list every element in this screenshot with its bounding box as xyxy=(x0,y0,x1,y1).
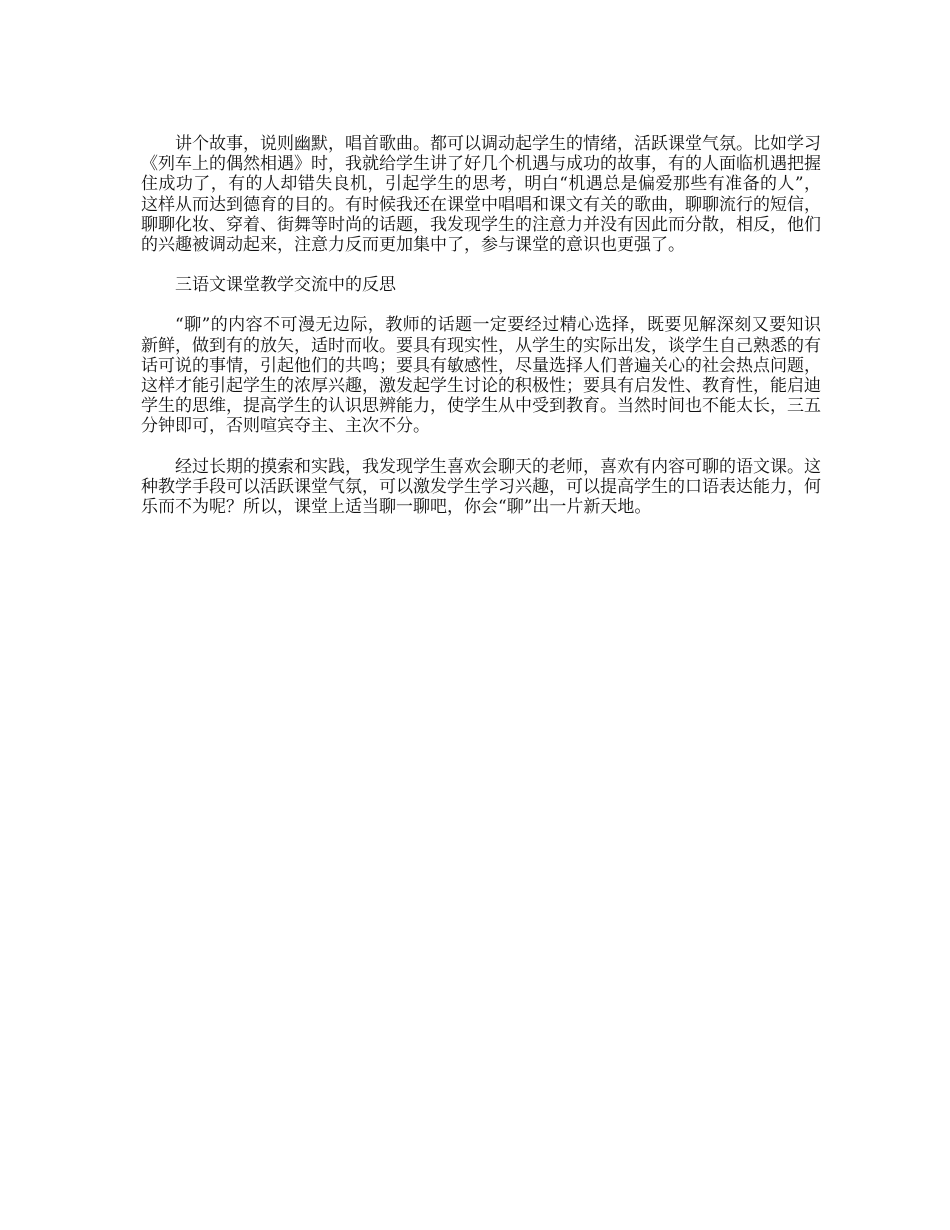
paragraph-storytelling: 讲个故事，说则幽默，唱首歌曲。都可以调动起学生的情绪，活跃课堂气氛。比如学习《列车上的偶然相遇》时，我就给学生讲了好几个机遇与成功的故事，有的人面临机遇把握住成功了，有的人却错失良机，引起学生的思考，明白“机遇总是偏爱那些有准备的人”，这样从而达到德育的目的。有时候我还在课堂中唱唱和课文有关的歌曲，聊聊流行的短信，聊聊化妆、穿着、街舞等时尚的话题，我发现学生的注意力并没有因此而分散，相反，他们的兴趣被调动起来，注意力反而更加集中了，参与课堂的意识也更强了。 xyxy=(141,134,821,256)
section-heading: 三语文课堂教学交流中的反思 xyxy=(175,275,396,296)
document-body xyxy=(141,134,821,537)
paragraph-conclusion: 经过长期的摸索和实践，我发现学生喜欢会聊天的老师，喜欢有内容可聊的语文课。这种教学手段可以活跃课堂气氛，可以激发学生学习兴趣，可以提高学生的口语表达能力，何乐而不为呢？所以，课堂上适当聊一聊吧，你会“聊”出一片新天地。 xyxy=(141,456,821,518)
paragraph-chat-content: “聊”的内容不可漫无边际，教师的话题一定要经过精心选择，既要见解深刻又要知识新鲜，做到有的放矢，适时而收。要具有现实性，从学生的实际出发，谈学生自己熟悉的有话可说的事情，引起他们的共鸣；要具有敏感性，尽量选择人们普遍关心的社会热点问题，这样才能引起学生的浓厚兴趣，激发起学生讨论的积极性；要具有启发性、教育性，能启迪学生的思维，提高学生的认识思辨能力，使学生从中受到教育。当然时间也不能太长，三五分钟即可，否则喧宾夺主、主次不分。 xyxy=(141,315,821,437)
